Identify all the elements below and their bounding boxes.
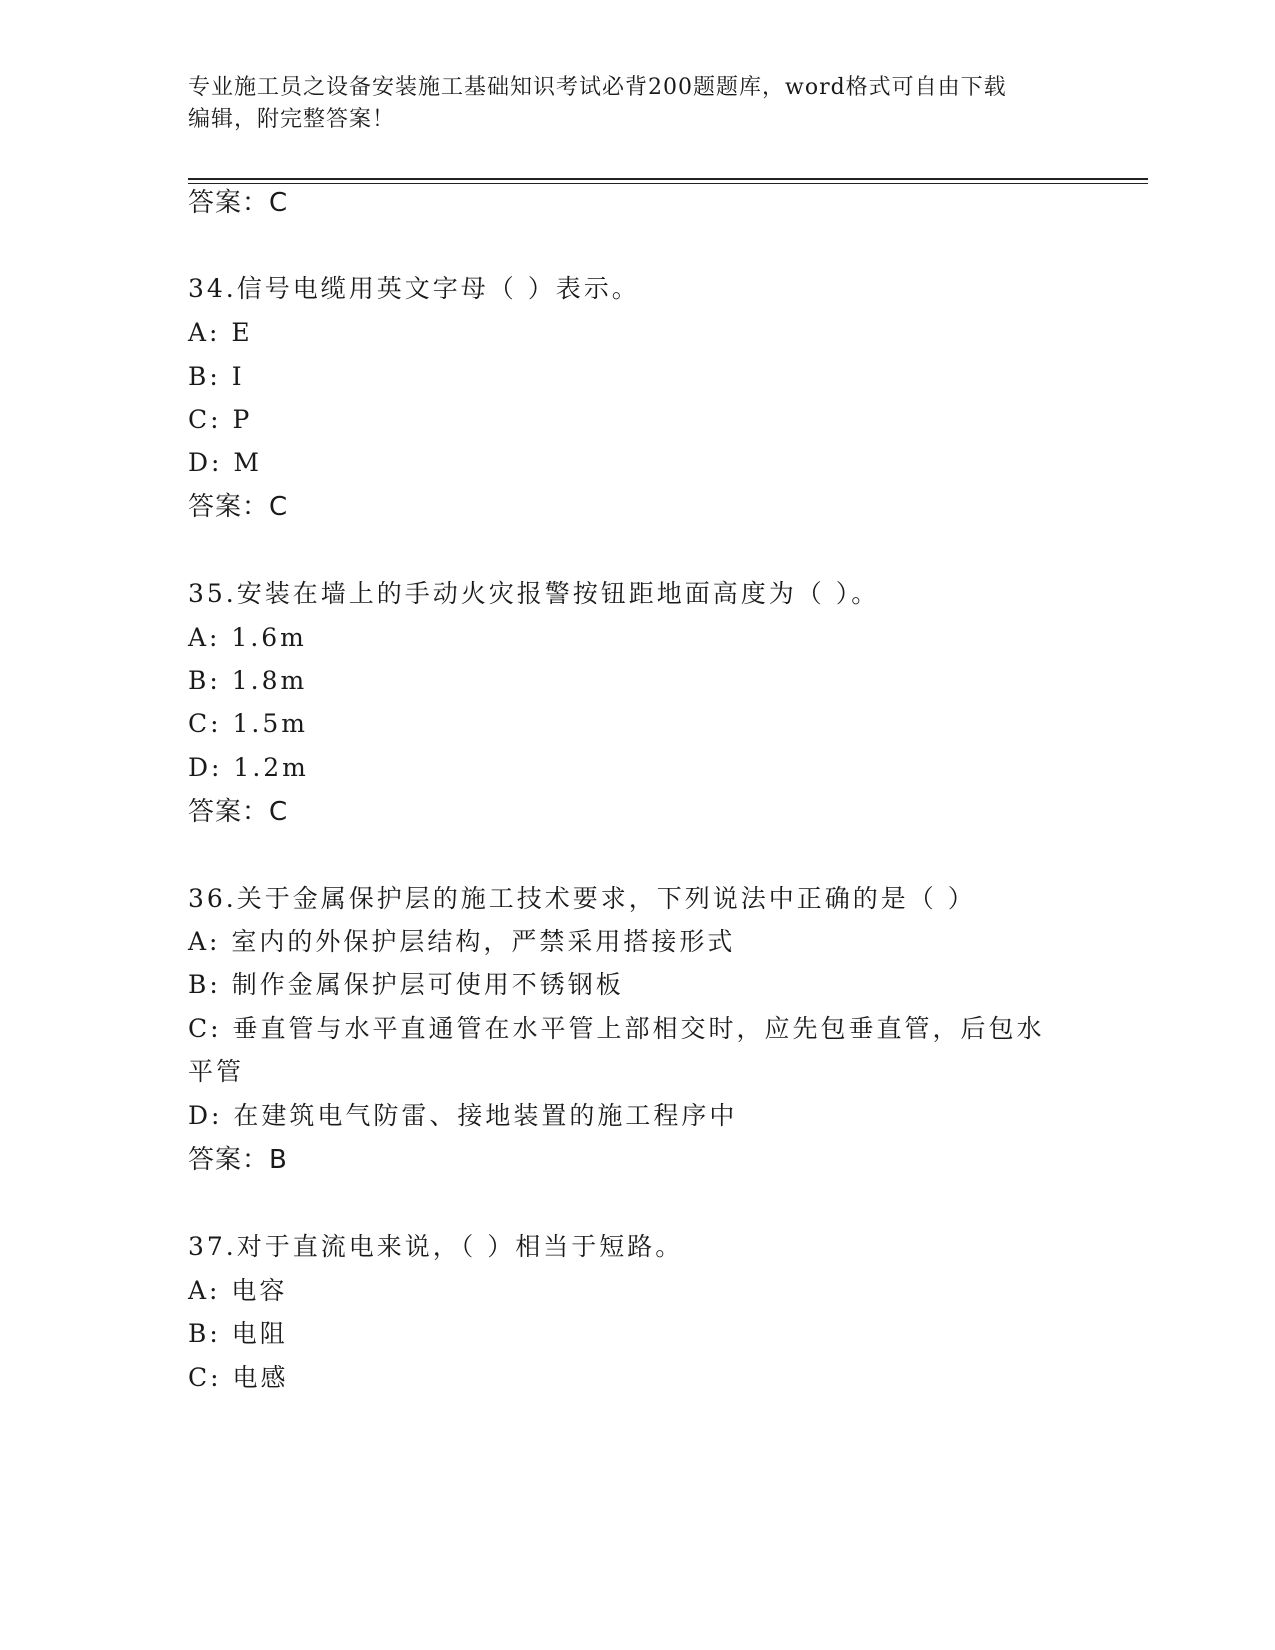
document-header <box>188 72 1088 136</box>
option-c: C: 1.5m <box>188 709 308 738</box>
option-c: C: 电感 <box>188 1363 289 1392</box>
option-a: A: 电容 <box>188 1276 288 1305</box>
option-a: A: 1.6m <box>188 623 307 652</box>
question-stem: 36.关于金属保护层的施工技术要求，下列说法中正确的是（ ） <box>188 884 976 913</box>
option-a: A: E <box>188 318 253 347</box>
question-stem: 34.信号电缆用英文字母（ ）表示。 <box>188 274 640 303</box>
option-c: C: 垂直管与水平直通管在水平管上部相交时，应先包垂直管，后包水 <box>188 1014 1045 1043</box>
answer-line: 答案：B <box>188 1145 288 1175</box>
header-line-1: 专业施工员之设备安装施工基础知识考试必背200题题库，word格式可自由下载 <box>188 75 1007 100</box>
option-b: B: 1.8m <box>188 666 308 695</box>
option-b: B: 制作金属保护层可使用不锈钢板 <box>188 970 624 999</box>
option-c-continued: 平管 <box>188 1057 245 1086</box>
header-divider-thin <box>188 183 1148 184</box>
answer-line: 答案：C <box>188 797 289 827</box>
answer-line: 答案：C <box>188 188 289 218</box>
question-stem: 35.安装在墙上的手动火灾报警按钮距地面高度为（ ）。 <box>188 579 880 608</box>
option-d: D: 1.2m <box>188 753 309 782</box>
question-stem: 37.对于直流电来说，（ ）相当于短路。 <box>188 1232 684 1261</box>
option-d: D: M <box>188 448 263 477</box>
header-divider-thick <box>188 178 1148 180</box>
header-line-2: 编辑，附完整答案！ <box>188 107 396 132</box>
option-b: B: I <box>188 362 245 391</box>
answer-line: 答案：C <box>188 492 289 522</box>
option-d: D: 在建筑电气防雷、接地装置的施工程序中 <box>188 1101 738 1130</box>
option-b: B: 电阻 <box>188 1319 288 1348</box>
option-a: A: 室内的外保护层结构，严禁采用搭接形式 <box>188 927 736 956</box>
option-c: C: P <box>188 405 253 434</box>
